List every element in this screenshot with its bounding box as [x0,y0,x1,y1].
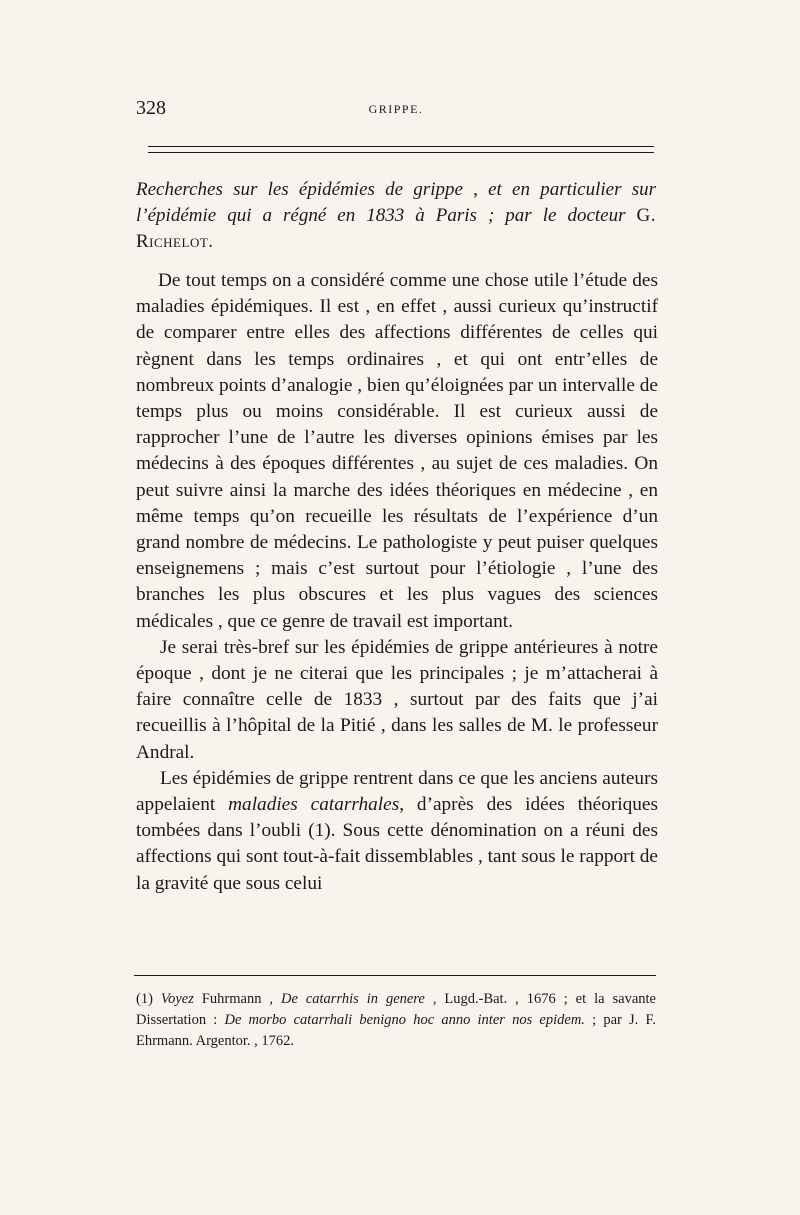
page-header [136,97,656,123]
paragraph-1: De tout temps on a considéré comme une chose utile l’étude des maladies épidémiques. Il est , en effet , aussi curieux qu’instructif de comparer entre elles des affections différentes de celles qui règnent dans les temps ordinaires , et qui ont entr’elles de nombreux points d’analogie , bien qu’éloignées par un intervalle de temps plus ou moins considérable. Il est curieux aussi de rapprocher l’une de l’autre les diverses opinions émises par les médecins à des époques différentes , au sujet de ces maladies. On peut suivre ainsi la marche des idées théoriques en médecine , en même temps qu’on recueille les résultats de l’expérience d’un grand nombre de médecins. Le pathologiste y peut puiser quelques enseignemens ; mais c’est surtout pour l’étiologie , l’une des branches les plus obscures et les plus vagues des sciences médicales , que ce genre de travail est important. [136,270,658,632]
header-rule [148,146,654,153]
footnote-work-1: De catarrhis in genere [280,991,425,1007]
page-number: 328 [136,97,166,119]
article-title [136,177,656,255]
paragraph-3 [136,766,658,897]
running-title: GRIPPE. [368,102,424,116]
paragraph-3-italic: maladies catarrhales [228,794,400,816]
footnote-text-2: , Lugd.-Bat. , 1676 ; et la savante Dissertation : [136,991,656,1028]
footnote [136,989,656,1052]
footnote-text-1: Fuhrmann , [193,991,281,1007]
paragraph-3-start: Les épidémies de grippe rentrent dans ce que les anciens auteurs appelaient [136,767,658,816]
footnote-rule [134,975,656,976]
article-author: G. Richelot. [136,205,656,252]
paragraph-2: Je serai très-bref sur les épidémies de grippe antérieures à notre époque , dont je ne citerai que les principales ; je m’attacherai à faire connaître celle de 1833 , surtout par des faits que j’ai recueillis à l’hôpital de la Pitié , dans les salles de M. le professeur Andral. [136,636,658,763]
footnote-work-2: De morbo catarrhali benigno hoc anno inter nos epidem. [224,1012,585,1028]
article-title-text: Recherches sur les épidémies de grippe , et en particulier sur l’épidémie qui a régné en 1833 à Paris ; par le docteur [136,179,656,226]
article-body [136,268,658,897]
footnote-text-3: ; par J. F. Ehrmann. Argentor. , 1762. [136,1012,656,1049]
footnote-voyez: Voyez [160,991,194,1007]
footnote-mark: (1) [136,991,161,1007]
paragraph-3-end: , d’après des idées théoriques tombées dans l’oubli (1). Sous cette dénomination on a réuni des affections qui sont tout-à-fait dissemblables , tant sous le rapport de la gravité que sous celui [136,794,658,894]
